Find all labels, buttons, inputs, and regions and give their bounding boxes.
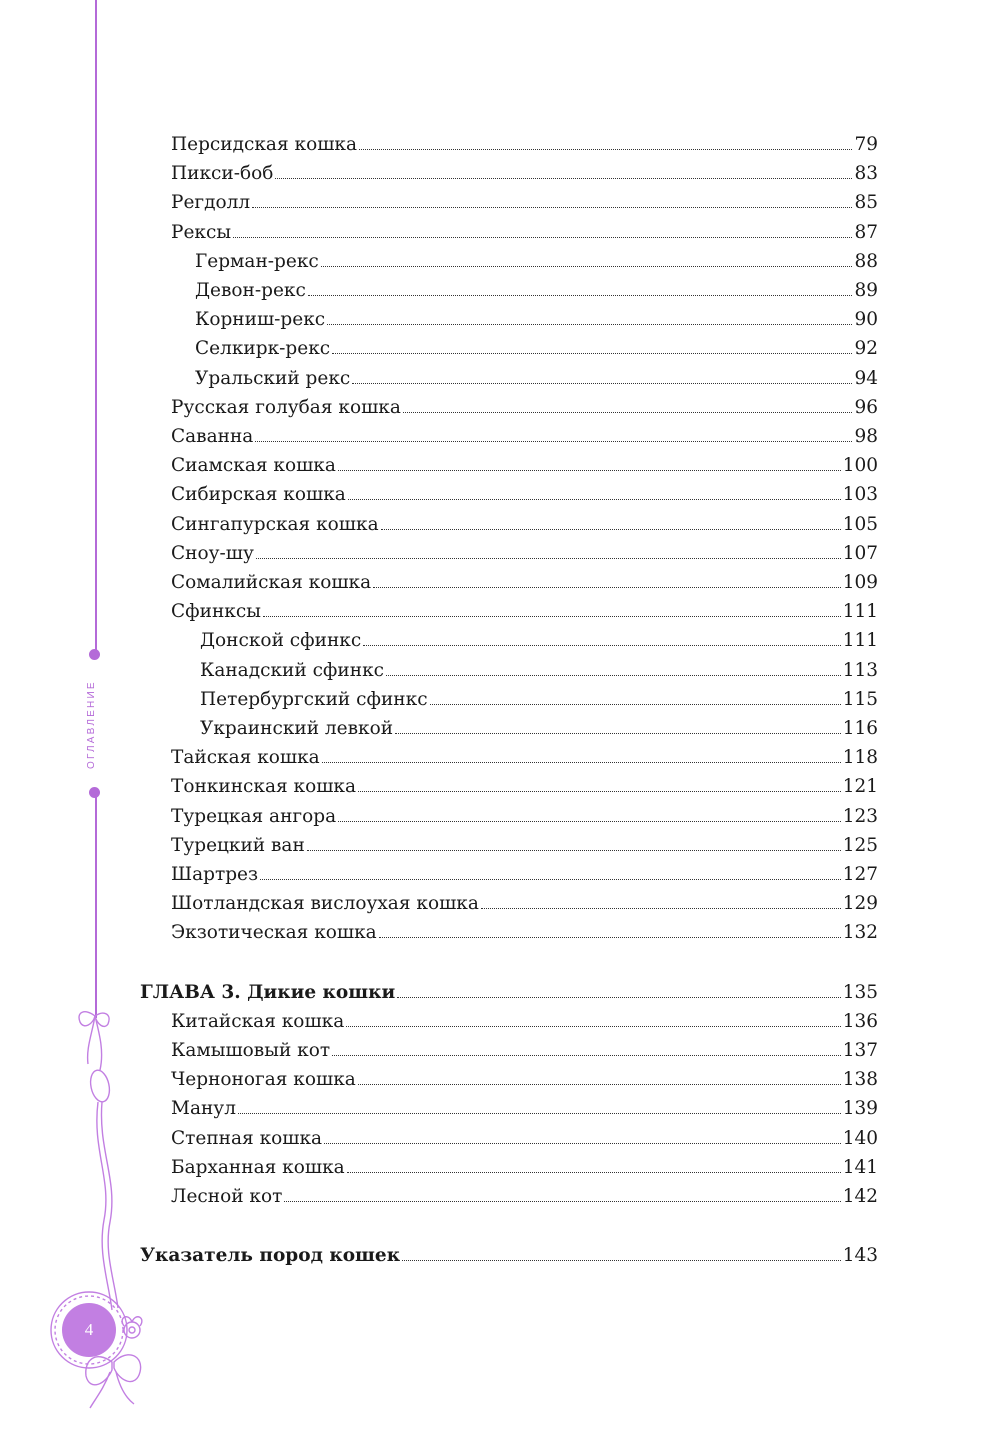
toc-entry-page: 87	[854, 221, 878, 243]
toc-entry-page: 105	[842, 513, 878, 535]
toc-entry-page: 129	[842, 893, 878, 915]
toc-entry-page: 92	[854, 338, 878, 360]
toc-entry-title: Сфинксы	[171, 601, 261, 623]
toc-entry[interactable]	[171, 1124, 878, 1153]
toc-entry-page: 90	[854, 309, 878, 331]
toc-entry-title: Пикси-боб	[171, 163, 274, 185]
toc-entry-title: Донской сфинкс	[200, 630, 362, 652]
toc-entry-title: Манул	[171, 1098, 236, 1120]
toc-entry[interactable]	[171, 831, 878, 860]
toc-entry[interactable]	[200, 626, 878, 655]
toc-entry-title: Русская голубая кошка	[171, 396, 401, 418]
toc-entry-title: Украинский левкой	[200, 718, 394, 739]
toc-entry-title: Саванна	[171, 426, 254, 447]
dot-leader	[332, 353, 852, 354]
toc-entry-page: 136	[842, 1010, 878, 1032]
toc-entry-page: 143	[842, 1245, 878, 1267]
toc-entry[interactable]	[171, 510, 878, 539]
toc-entry-title: Степная кошка	[171, 1127, 323, 1149]
dot-leader	[255, 441, 852, 442]
toc-entry-title: Китайская кошка	[171, 1010, 345, 1032]
toc-entry[interactable]	[200, 656, 878, 685]
toc-entry-page: 94	[854, 367, 878, 389]
dot-leader	[263, 616, 841, 617]
dot-leader	[332, 1055, 841, 1056]
toc-entry-title: Сомалийская кошка	[171, 572, 372, 593]
toc-entry-page: 121	[842, 776, 878, 798]
dot-leader	[403, 412, 853, 413]
toc-entry-page: 123	[842, 805, 878, 827]
toc-entry[interactable]	[171, 918, 878, 947]
dot-leader	[322, 762, 841, 763]
dot-leader	[402, 1260, 841, 1261]
toc-entry-title: Селкирк-рекс	[195, 338, 331, 360]
toc-entry[interactable]	[171, 568, 878, 597]
toc-entry-page: 103	[842, 484, 878, 506]
toc-entry-title: Регдолл	[171, 192, 251, 214]
dot-leader	[481, 908, 841, 909]
toc-entry-title: Уральский рекс	[195, 367, 351, 389]
toc-entry-title: Черноногая кошка	[171, 1069, 356, 1091]
toc-entry-title: Сибирская кошка	[171, 484, 346, 506]
toc-entry-title: Персидская кошка	[171, 134, 358, 155]
dot-leader	[275, 178, 852, 179]
dot-leader	[346, 1026, 840, 1027]
toc-entry-title: Барханная кошка	[171, 1156, 345, 1178]
toc-entry-page: 79	[854, 134, 878, 155]
toc-entry[interactable]	[140, 1241, 878, 1270]
dot-leader	[233, 237, 852, 238]
toc-entry[interactable]	[195, 334, 878, 363]
dot-leader	[397, 997, 840, 998]
toc-entry[interactable]	[171, 802, 878, 831]
dot-leader	[386, 675, 841, 676]
toc-entry-page: 118	[842, 747, 878, 769]
toc-entry-title: ГЛАВА 3. Дикие кошки	[140, 981, 396, 1003]
dot-leader	[381, 529, 841, 530]
toc-entry-title: Рексы	[171, 221, 232, 243]
dot-leader	[308, 295, 853, 296]
dot-leader	[358, 791, 841, 792]
toc-entry-page: 127	[842, 864, 878, 885]
toc-entry-title: Лесной кот	[171, 1186, 283, 1207]
toc-entry-page: 132	[842, 922, 878, 944]
toc-entry[interactable]	[195, 305, 878, 334]
toc-entry-title: Турецкая ангора	[171, 805, 337, 827]
toc-entry-page: 135	[842, 981, 878, 1003]
toc-entry[interactable]	[171, 130, 878, 159]
toc-entry[interactable]	[171, 159, 878, 188]
toc-entry[interactable]	[171, 743, 878, 772]
toc-entry[interactable]	[195, 364, 878, 393]
toc-entry-title: Тонкинская кошка	[171, 776, 357, 798]
toc-entry-title: Сингапурская кошка	[171, 513, 379, 535]
dot-leader	[338, 821, 841, 822]
dot-leader	[347, 1172, 841, 1173]
toc-entry-title: Камышовый кот	[171, 1040, 331, 1061]
toc-entry[interactable]	[171, 539, 878, 568]
toc-entry[interactable]	[171, 1007, 878, 1036]
toc-entry[interactable]	[195, 276, 878, 305]
toc-entry-page: 116	[842, 718, 878, 739]
dot-leader	[284, 1201, 840, 1202]
toc-entry-title: Указатель пород кошек	[140, 1245, 401, 1267]
toc-entry-page: 142	[842, 1186, 878, 1207]
toc-entry-page: 111	[842, 630, 878, 652]
toc-entry-page: 113	[842, 659, 878, 681]
toc-entry-title: Сиамская кошка	[171, 455, 336, 477]
toc-entry[interactable]	[171, 1182, 878, 1211]
toc-entry-page: 98	[854, 426, 878, 447]
dot-leader	[338, 470, 841, 471]
toc-entry[interactable]	[171, 451, 878, 480]
toc-entry-title: Сноу-шу	[171, 542, 254, 564]
page-number-badge: 4	[62, 1303, 116, 1357]
toc-entry[interactable]	[171, 422, 878, 451]
toc-entry-title: Канадский сфинкс	[200, 659, 384, 681]
toc-entry-page: 109	[842, 572, 878, 593]
toc-entry[interactable]	[171, 1065, 878, 1094]
toc-entry-page: 83	[854, 163, 878, 185]
toc-entry[interactable]	[195, 247, 878, 276]
dot-leader	[327, 324, 852, 325]
toc-entry[interactable]	[171, 1036, 878, 1065]
toc-entry-page: 125	[842, 834, 878, 856]
toc-entry[interactable]	[171, 860, 878, 889]
toc-entry[interactable]	[171, 1153, 878, 1182]
dot-leader	[395, 733, 841, 734]
toc-entry-page: 141	[842, 1156, 878, 1178]
dot-leader	[358, 1084, 841, 1085]
toc-entry-page: 96	[854, 396, 878, 418]
dot-leader	[256, 558, 841, 559]
dot-leader	[348, 499, 841, 500]
toc-entry-title: Тайская кошка	[171, 747, 320, 769]
dot-leader	[321, 266, 853, 267]
dot-leader	[324, 1143, 841, 1144]
toc-entry-title: Шартрез	[171, 864, 259, 885]
toc-entry-title: Турецкий ван	[171, 834, 305, 856]
dot-leader	[430, 704, 841, 705]
toc-entry[interactable]	[200, 685, 878, 714]
toc-entry[interactable]	[171, 597, 878, 626]
toc-entry-page: 100	[842, 455, 878, 477]
toc-entry[interactable]	[171, 1094, 878, 1123]
toc-entry-page: 85	[854, 192, 878, 214]
toc-entry-page: 88	[854, 250, 878, 272]
toc-entry[interactable]	[171, 772, 878, 801]
toc-entry-page: 138	[842, 1069, 878, 1091]
dot-leader	[307, 850, 841, 851]
toc-entry-title: Шотландская вислоухая кошка	[171, 893, 479, 915]
section-side-label: ОГЛАВЛЕНИЕ	[86, 680, 97, 770]
toc-entry[interactable]	[171, 889, 878, 918]
toc-entry-page: 107	[842, 542, 878, 564]
toc-entry-page: 89	[854, 280, 878, 301]
dot-leader	[363, 645, 840, 646]
toc-entry-title: Девон-рекс	[195, 280, 306, 301]
toc-entry-page: 115	[842, 688, 878, 710]
dot-leader	[373, 587, 841, 588]
dot-leader	[379, 937, 841, 938]
toc-entry-page: 111	[842, 601, 878, 623]
toc-entry-page: 137	[842, 1040, 878, 1061]
toc-entry[interactable]	[171, 218, 878, 247]
toc-entry[interactable]	[171, 188, 878, 217]
dot-leader	[252, 207, 852, 208]
toc-entry-title: Герман-рекс	[195, 250, 319, 272]
toc-entry-title: Экзотическая кошка	[171, 922, 377, 944]
dot-leader	[352, 383, 852, 384]
toc-entry[interactable]	[171, 393, 878, 422]
dot-leader	[359, 149, 852, 150]
toc-entry-title: Корниш-рекс	[195, 309, 326, 331]
toc-entry[interactable]	[171, 480, 878, 509]
toc-entry[interactable]	[140, 978, 878, 1007]
toc-entry-page: 139	[842, 1098, 878, 1120]
dot-leader	[238, 1113, 841, 1114]
toc-entry-title: Петербургский сфинкс	[200, 688, 428, 710]
toc-entry-page: 140	[842, 1127, 878, 1149]
toc-entry[interactable]	[200, 714, 878, 743]
dot-leader	[260, 879, 841, 880]
